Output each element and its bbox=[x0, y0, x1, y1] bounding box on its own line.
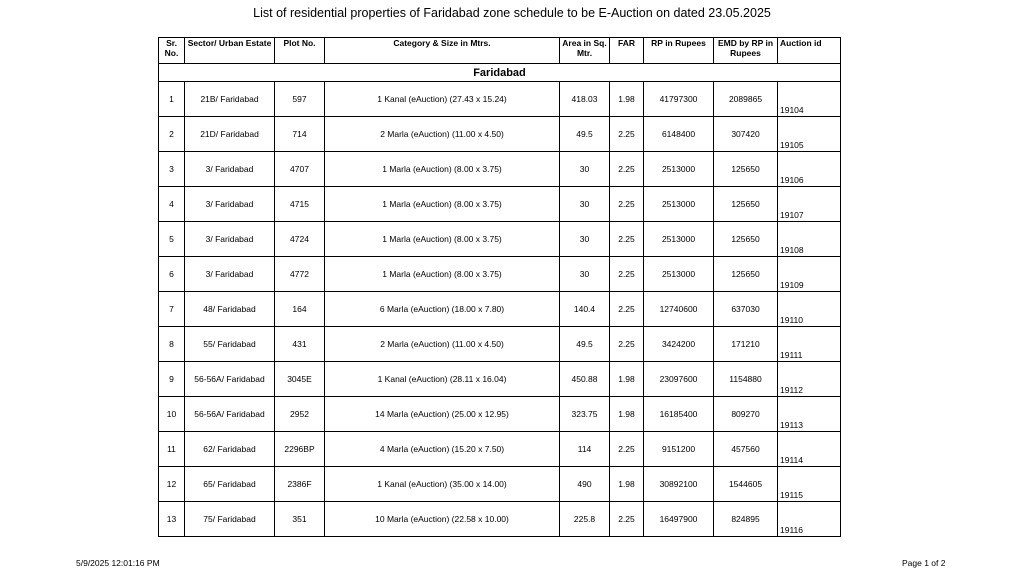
cell-sector: 21D/ Faridabad bbox=[185, 117, 275, 152]
cell-rp: 41797300 bbox=[644, 82, 714, 117]
table-row bbox=[159, 82, 841, 117]
cell-plot: 3045E bbox=[275, 362, 325, 397]
header-plot: Plot No. bbox=[275, 38, 325, 64]
cell-area: 225.8 bbox=[560, 502, 610, 537]
cell-far: 2.25 bbox=[610, 152, 644, 187]
cell-rp: 16185400 bbox=[644, 397, 714, 432]
cell-category: 1 Marla (eAuction) (8.00 x 3.75) bbox=[325, 152, 560, 187]
cell-sr: 1 bbox=[159, 82, 185, 117]
table-row bbox=[159, 257, 841, 292]
cell-area: 450.88 bbox=[560, 362, 610, 397]
cell-rp: 2513000 bbox=[644, 257, 714, 292]
cell-auction-id: 19105 bbox=[778, 117, 841, 152]
cell-emd: 125650 bbox=[714, 152, 778, 187]
cell-sector: 75/ Faridabad bbox=[185, 502, 275, 537]
cell-auction-id: 19108 bbox=[778, 222, 841, 257]
header-rp: RP in Rupees bbox=[644, 38, 714, 64]
table-row bbox=[159, 467, 841, 502]
zone-row bbox=[159, 64, 841, 82]
cell-far: 2.25 bbox=[610, 292, 644, 327]
cell-far: 2.25 bbox=[610, 117, 644, 152]
cell-plot: 597 bbox=[275, 82, 325, 117]
cell-auction-id: 19109 bbox=[778, 257, 841, 292]
header-sector: Sector/ Urban Estate bbox=[185, 38, 275, 64]
cell-area: 49.5 bbox=[560, 327, 610, 362]
cell-plot: 2386F bbox=[275, 467, 325, 502]
cell-emd: 824895 bbox=[714, 502, 778, 537]
cell-auction-id: 19111 bbox=[778, 327, 841, 362]
header-auction-id: Auction id bbox=[778, 38, 841, 64]
cell-emd: 2089865 bbox=[714, 82, 778, 117]
cell-sr: 13 bbox=[159, 502, 185, 537]
table-row bbox=[159, 362, 841, 397]
cell-area: 490 bbox=[560, 467, 610, 502]
cell-sr: 8 bbox=[159, 327, 185, 362]
header-category: Category & Size in Mtrs. bbox=[325, 38, 560, 64]
cell-emd: 809270 bbox=[714, 397, 778, 432]
cell-sector: 3/ Faridabad bbox=[185, 152, 275, 187]
cell-plot: 164 bbox=[275, 292, 325, 327]
cell-far: 2.25 bbox=[610, 432, 644, 467]
cell-plot: 4772 bbox=[275, 257, 325, 292]
table-row bbox=[159, 117, 841, 152]
page-number: Page 1 of 2 bbox=[902, 558, 946, 568]
cell-sr: 4 bbox=[159, 187, 185, 222]
cell-sector: 48/ Faridabad bbox=[185, 292, 275, 327]
cell-area: 30 bbox=[560, 257, 610, 292]
cell-rp: 2513000 bbox=[644, 152, 714, 187]
cell-rp: 2513000 bbox=[644, 222, 714, 257]
cell-rp: 23097600 bbox=[644, 362, 714, 397]
cell-area: 30 bbox=[560, 152, 610, 187]
cell-sector: 55/ Faridabad bbox=[185, 327, 275, 362]
properties-table bbox=[158, 37, 841, 537]
cell-sector: 65/ Faridabad bbox=[185, 467, 275, 502]
cell-sector: 21B/ Faridabad bbox=[185, 82, 275, 117]
cell-sr: 7 bbox=[159, 292, 185, 327]
cell-auction-id: 19106 bbox=[778, 152, 841, 187]
cell-sector: 56-56A/ Faridabad bbox=[185, 362, 275, 397]
cell-far: 1.98 bbox=[610, 362, 644, 397]
cell-rp: 3424200 bbox=[644, 327, 714, 362]
cell-far: 2.25 bbox=[610, 502, 644, 537]
print-timestamp: 5/9/2025 12:01:16 PM bbox=[76, 558, 160, 568]
cell-plot: 714 bbox=[275, 117, 325, 152]
cell-plot: 4715 bbox=[275, 187, 325, 222]
table-row bbox=[159, 502, 841, 537]
cell-far: 2.25 bbox=[610, 187, 644, 222]
cell-category: 14 Marla (eAuction) (25.00 x 12.95) bbox=[325, 397, 560, 432]
cell-category: 2 Marla (eAuction) (11.00 x 4.50) bbox=[325, 327, 560, 362]
cell-category: 1 Kanal (eAuction) (27.43 x 15.24) bbox=[325, 82, 560, 117]
cell-sector: 3/ Faridabad bbox=[185, 222, 275, 257]
cell-emd: 171210 bbox=[714, 327, 778, 362]
header-far: FAR bbox=[610, 38, 644, 64]
cell-auction-id: 19110 bbox=[778, 292, 841, 327]
cell-rp: 30892100 bbox=[644, 467, 714, 502]
cell-plot: 431 bbox=[275, 327, 325, 362]
cell-sr: 6 bbox=[159, 257, 185, 292]
cell-auction-id: 19116 bbox=[778, 502, 841, 537]
header-area: Area in Sq. Mtr. bbox=[560, 38, 610, 64]
cell-emd: 637030 bbox=[714, 292, 778, 327]
cell-auction-id: 19115 bbox=[778, 467, 841, 502]
header-row bbox=[159, 38, 841, 64]
cell-area: 49.5 bbox=[560, 117, 610, 152]
cell-plot: 351 bbox=[275, 502, 325, 537]
cell-area: 418.03 bbox=[560, 82, 610, 117]
cell-emd: 457560 bbox=[714, 432, 778, 467]
cell-far: 1.98 bbox=[610, 467, 644, 502]
zone-label: Faridabad bbox=[159, 64, 841, 82]
cell-area: 30 bbox=[560, 187, 610, 222]
cell-category: 4 Marla (eAuction) (15.20 x 7.50) bbox=[325, 432, 560, 467]
cell-area: 140.4 bbox=[560, 292, 610, 327]
table-row bbox=[159, 222, 841, 257]
table-row bbox=[159, 432, 841, 467]
cell-auction-id: 19112 bbox=[778, 362, 841, 397]
cell-category: 1 Marla (eAuction) (8.00 x 3.75) bbox=[325, 257, 560, 292]
cell-category: 2 Marla (eAuction) (11.00 x 4.50) bbox=[325, 117, 560, 152]
cell-emd: 125650 bbox=[714, 222, 778, 257]
cell-sector: 3/ Faridabad bbox=[185, 187, 275, 222]
cell-emd: 1154880 bbox=[714, 362, 778, 397]
cell-sr: 2 bbox=[159, 117, 185, 152]
cell-emd: 1544605 bbox=[714, 467, 778, 502]
cell-far: 1.98 bbox=[610, 397, 644, 432]
cell-rp: 2513000 bbox=[644, 187, 714, 222]
cell-emd: 307420 bbox=[714, 117, 778, 152]
cell-sr: 10 bbox=[159, 397, 185, 432]
cell-emd: 125650 bbox=[714, 257, 778, 292]
cell-category: 1 Marla (eAuction) (8.00 x 3.75) bbox=[325, 187, 560, 222]
table-row bbox=[159, 327, 841, 362]
cell-plot: 4724 bbox=[275, 222, 325, 257]
cell-category: 6 Marla (eAuction) (18.00 x 7.80) bbox=[325, 292, 560, 327]
cell-auction-id: 19114 bbox=[778, 432, 841, 467]
document-title: List of residential properties of Faridabad zone schedule to be E-Auction on dated 23.05.2025 bbox=[253, 6, 771, 20]
cell-sector: 3/ Faridabad bbox=[185, 257, 275, 292]
cell-rp: 6148400 bbox=[644, 117, 714, 152]
cell-sr: 9 bbox=[159, 362, 185, 397]
cell-sr: 5 bbox=[159, 222, 185, 257]
cell-far: 2.25 bbox=[610, 327, 644, 362]
cell-rp: 12740600 bbox=[644, 292, 714, 327]
header-emd: EMD by RP in Rupees bbox=[714, 38, 778, 64]
table-row bbox=[159, 187, 841, 222]
cell-auction-id: 19104 bbox=[778, 82, 841, 117]
header-sr: Sr. No. bbox=[159, 38, 185, 64]
cell-rp: 16497900 bbox=[644, 502, 714, 537]
cell-area: 114 bbox=[560, 432, 610, 467]
cell-plot: 4707 bbox=[275, 152, 325, 187]
cell-emd: 125650 bbox=[714, 187, 778, 222]
cell-sr: 3 bbox=[159, 152, 185, 187]
cell-auction-id: 19113 bbox=[778, 397, 841, 432]
cell-sr: 11 bbox=[159, 432, 185, 467]
cell-sr: 12 bbox=[159, 467, 185, 502]
cell-rp: 9151200 bbox=[644, 432, 714, 467]
table-row bbox=[159, 152, 841, 187]
cell-far: 2.25 bbox=[610, 257, 644, 292]
cell-sector: 56-56A/ Faridabad bbox=[185, 397, 275, 432]
cell-area: 323.75 bbox=[560, 397, 610, 432]
cell-category: 1 Kanal (eAuction) (35.00 x 14.00) bbox=[325, 467, 560, 502]
table-row bbox=[159, 397, 841, 432]
cell-plot: 2296BP bbox=[275, 432, 325, 467]
cell-plot: 2952 bbox=[275, 397, 325, 432]
cell-auction-id: 19107 bbox=[778, 187, 841, 222]
cell-sector: 62/ Faridabad bbox=[185, 432, 275, 467]
cell-far: 2.25 bbox=[610, 222, 644, 257]
cell-area: 30 bbox=[560, 222, 610, 257]
cell-category: 1 Kanal (eAuction) (28.11 x 16.04) bbox=[325, 362, 560, 397]
table-row bbox=[159, 292, 841, 327]
cell-category: 1 Marla (eAuction) (8.00 x 3.75) bbox=[325, 222, 560, 257]
cell-far: 1.98 bbox=[610, 82, 644, 117]
cell-category: 10 Marla (eAuction) (22.58 x 10.00) bbox=[325, 502, 560, 537]
